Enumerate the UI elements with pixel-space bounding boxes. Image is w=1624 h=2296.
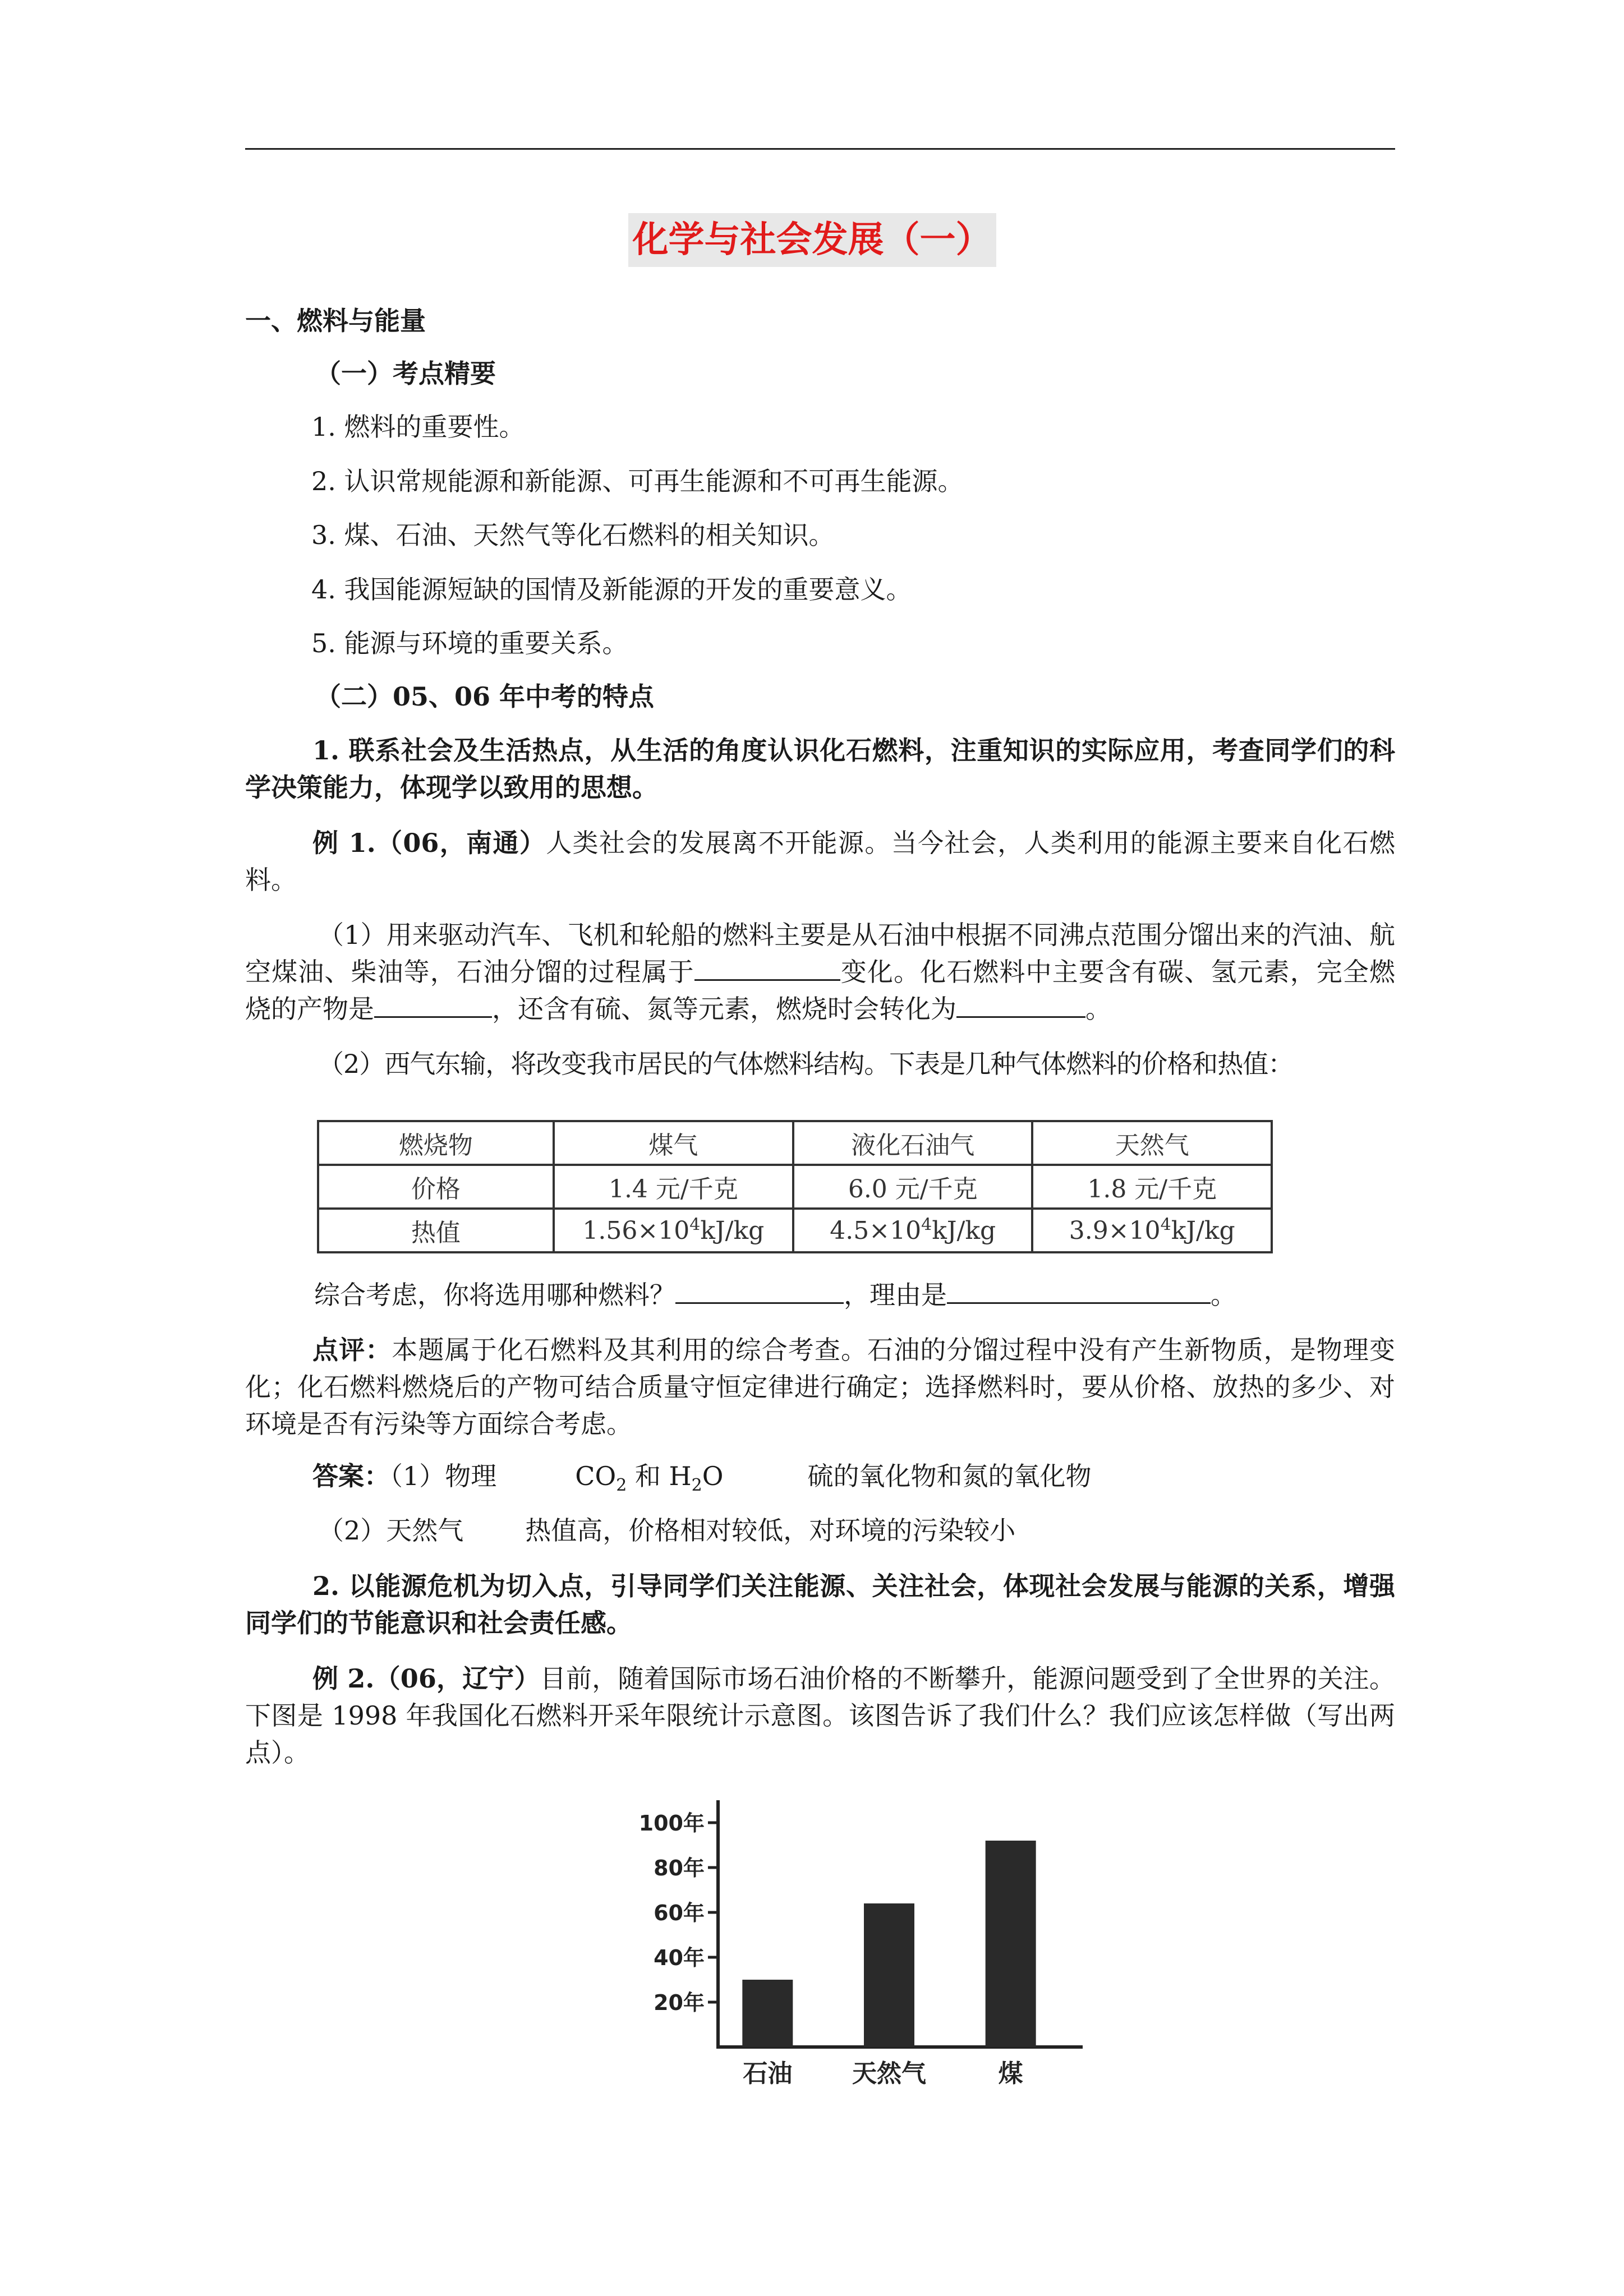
value-exp: 4	[1160, 1214, 1171, 1234]
bar	[742, 1980, 793, 2047]
value-unit: kJ/kg	[700, 1216, 765, 1245]
table-cell	[554, 1209, 793, 1252]
x-tick-label: 煤	[998, 2059, 1023, 2086]
example-2	[245, 1660, 1395, 1771]
answer-4: （2）天然气	[318, 1515, 464, 1546]
ask-text-b: ，理由是	[844, 1280, 947, 1310]
q1-text-c: ，还含有硫、氮等元素，燃烧时会转化为	[492, 994, 956, 1024]
q1-text-d: 。	[1085, 994, 1111, 1024]
y-tick-label: 100年	[638, 1811, 705, 1836]
section-heading: 一、燃料与能量	[245, 306, 426, 336]
example-1-comment	[245, 1331, 1395, 1442]
x-tick-label: 天然气	[852, 2059, 926, 2086]
answer-1: （1）物理	[390, 1461, 497, 1491]
point-4: 4. 我国能源短缺的国情及新能源的开发的重要意义。	[311, 574, 912, 605]
example-2-text: 目前，随着国际市场石油价格的不断攀升，能源问题受到了全世界的关注。下图是 1998 年我国化石燃料开采年限统计示意图。该图告诉了我们什么？我们应该怎样做（写出两点）。	[245, 1663, 1395, 1768]
answer-label: 答案：	[312, 1461, 390, 1491]
ask-text-c: 。	[1211, 1280, 1236, 1310]
table-header-row	[318, 1121, 1272, 1165]
page-title: 化学与社会发展（一）	[628, 213, 996, 267]
point-5: 5. 能源与环境的重要关系。	[311, 628, 628, 658]
value-pre: 1.56×10	[582, 1216, 690, 1245]
blank-3[interactable]	[956, 990, 1085, 1018]
y-tick-label: 60年	[654, 1901, 705, 1925]
comment-label: 点评：	[312, 1335, 392, 1365]
ask-text-a: 综合考虑，你将选用哪种燃料？	[314, 1280, 675, 1310]
table-header-cell: 煤气	[554, 1121, 793, 1165]
value-unit: kJ/kg	[1171, 1216, 1235, 1245]
feature-2: 2. 以能源危机为切入点，引导同学们关注能源、关注社会，体现社会发展与能源的关系，增强同学们的节能意识和社会责任感。	[245, 1571, 1395, 1638]
example-1-intro	[245, 824, 1395, 898]
table-cell	[793, 1209, 1033, 1252]
blank-2[interactable]	[374, 990, 492, 1018]
table-row-label: 热值	[318, 1209, 554, 1252]
blank-1[interactable]	[694, 953, 840, 981]
point-3: 3. 煤、石油、天然气等化石燃料的相关知识。	[311, 520, 835, 550]
y-tick-label: 80年	[654, 1856, 705, 1880]
table-row-price	[318, 1165, 1272, 1209]
example-1-answer-2	[318, 1513, 1468, 1548]
value-exp: 4	[921, 1214, 932, 1234]
table-header-cell: 液化石油气	[793, 1121, 1033, 1165]
table-cell: 6.0 元/千克	[793, 1165, 1033, 1209]
title-block	[0, 213, 1624, 267]
point-2: 2. 认识常规能源和新能源、可再生能源和不可再生能源。	[311, 466, 964, 496]
y-tick-label: 20年	[654, 1990, 705, 2015]
years-bar-chart	[628, 1795, 1088, 2086]
header-rule	[245, 148, 1395, 150]
table-header-cell: 燃烧物	[318, 1121, 554, 1165]
example-1-ask	[314, 1276, 1464, 1313]
y-tick-label: 40年	[654, 1945, 705, 1970]
answer-5: 热值高，价格相对较低，对环境的污染较小	[525, 1515, 1016, 1546]
subsection-heading-1: （一）考点精要	[315, 358, 496, 389]
example-1-label: 例 1.（06，南通）	[312, 828, 546, 858]
example-1-text: 人类社会的发展离不开能源。当今社会，人类利用的能源主要来自化石燃料。	[245, 828, 1395, 895]
point-1: 1. 燃料的重要性。	[311, 412, 525, 442]
example-1-question-2: （2）西气东输，将改变我市居民的气体燃料结构。下表是几种气体燃料的价格和热值：	[318, 1049, 1294, 1079]
value-pre: 3.9×10	[1069, 1216, 1161, 1245]
blank-5[interactable]	[947, 1276, 1211, 1304]
bar	[864, 1903, 914, 2047]
table-cell: 1.4 元/千克	[554, 1165, 793, 1209]
fuel-table	[317, 1120, 1273, 1253]
value-unit: kJ/kg	[932, 1216, 996, 1245]
table-row-label: 价格	[318, 1165, 554, 1209]
blank-4[interactable]	[675, 1276, 844, 1304]
comment-text: 本题属于化石燃料及其利用的综合考查。石油的分馏过程中没有产生新物质，是物理变化；化石燃料燃烧后的产物可结合质量守恒定律进行确定；选择燃料时，要从价格、放热的多少、对环境是否有污染等方面综合考虑。	[245, 1335, 1396, 1439]
q1-text-b: 变化。化石燃料中主要含有碳、氢元素，完全燃烧的产物是	[245, 957, 1396, 1024]
example-1-question-1	[245, 916, 1395, 1027]
table-row-heat	[318, 1209, 1272, 1252]
table-cell: 1.8 元/千克	[1032, 1165, 1272, 1209]
answer-2: $CO_2$ 和 $H_2O$	[575, 1461, 724, 1496]
value-pre: 4.5×10	[830, 1216, 922, 1245]
answer-3: 硫的氧化物和氮的氧化物	[807, 1461, 1092, 1491]
example-1-answer	[312, 1458, 1462, 1494]
bar	[986, 1841, 1036, 2047]
q1-text-a: （1）用来驱动汽车、飞机和轮船的燃料主要是从石油中根据不同沸点范围分馏出来的汽油、航空煤油、柴油等，石油分馏的过程属于	[245, 920, 1395, 987]
example-2-label: 例 2.（06，辽宁）	[312, 1663, 540, 1694]
x-tick-label: 石油	[743, 2059, 793, 2086]
feature-1: 1. 联系社会及生活热点，从生活的角度认识化石燃料，注重知识的实际应用，考查同学们的科学决策能力，体现学以致用的思想。	[245, 735, 1395, 803]
table-header-cell: 天然气	[1032, 1121, 1272, 1165]
subsection-heading-2: （二）05、06 年中考的特点	[315, 681, 655, 712]
value-exp: 4	[689, 1214, 701, 1234]
table-cell	[1032, 1209, 1272, 1252]
